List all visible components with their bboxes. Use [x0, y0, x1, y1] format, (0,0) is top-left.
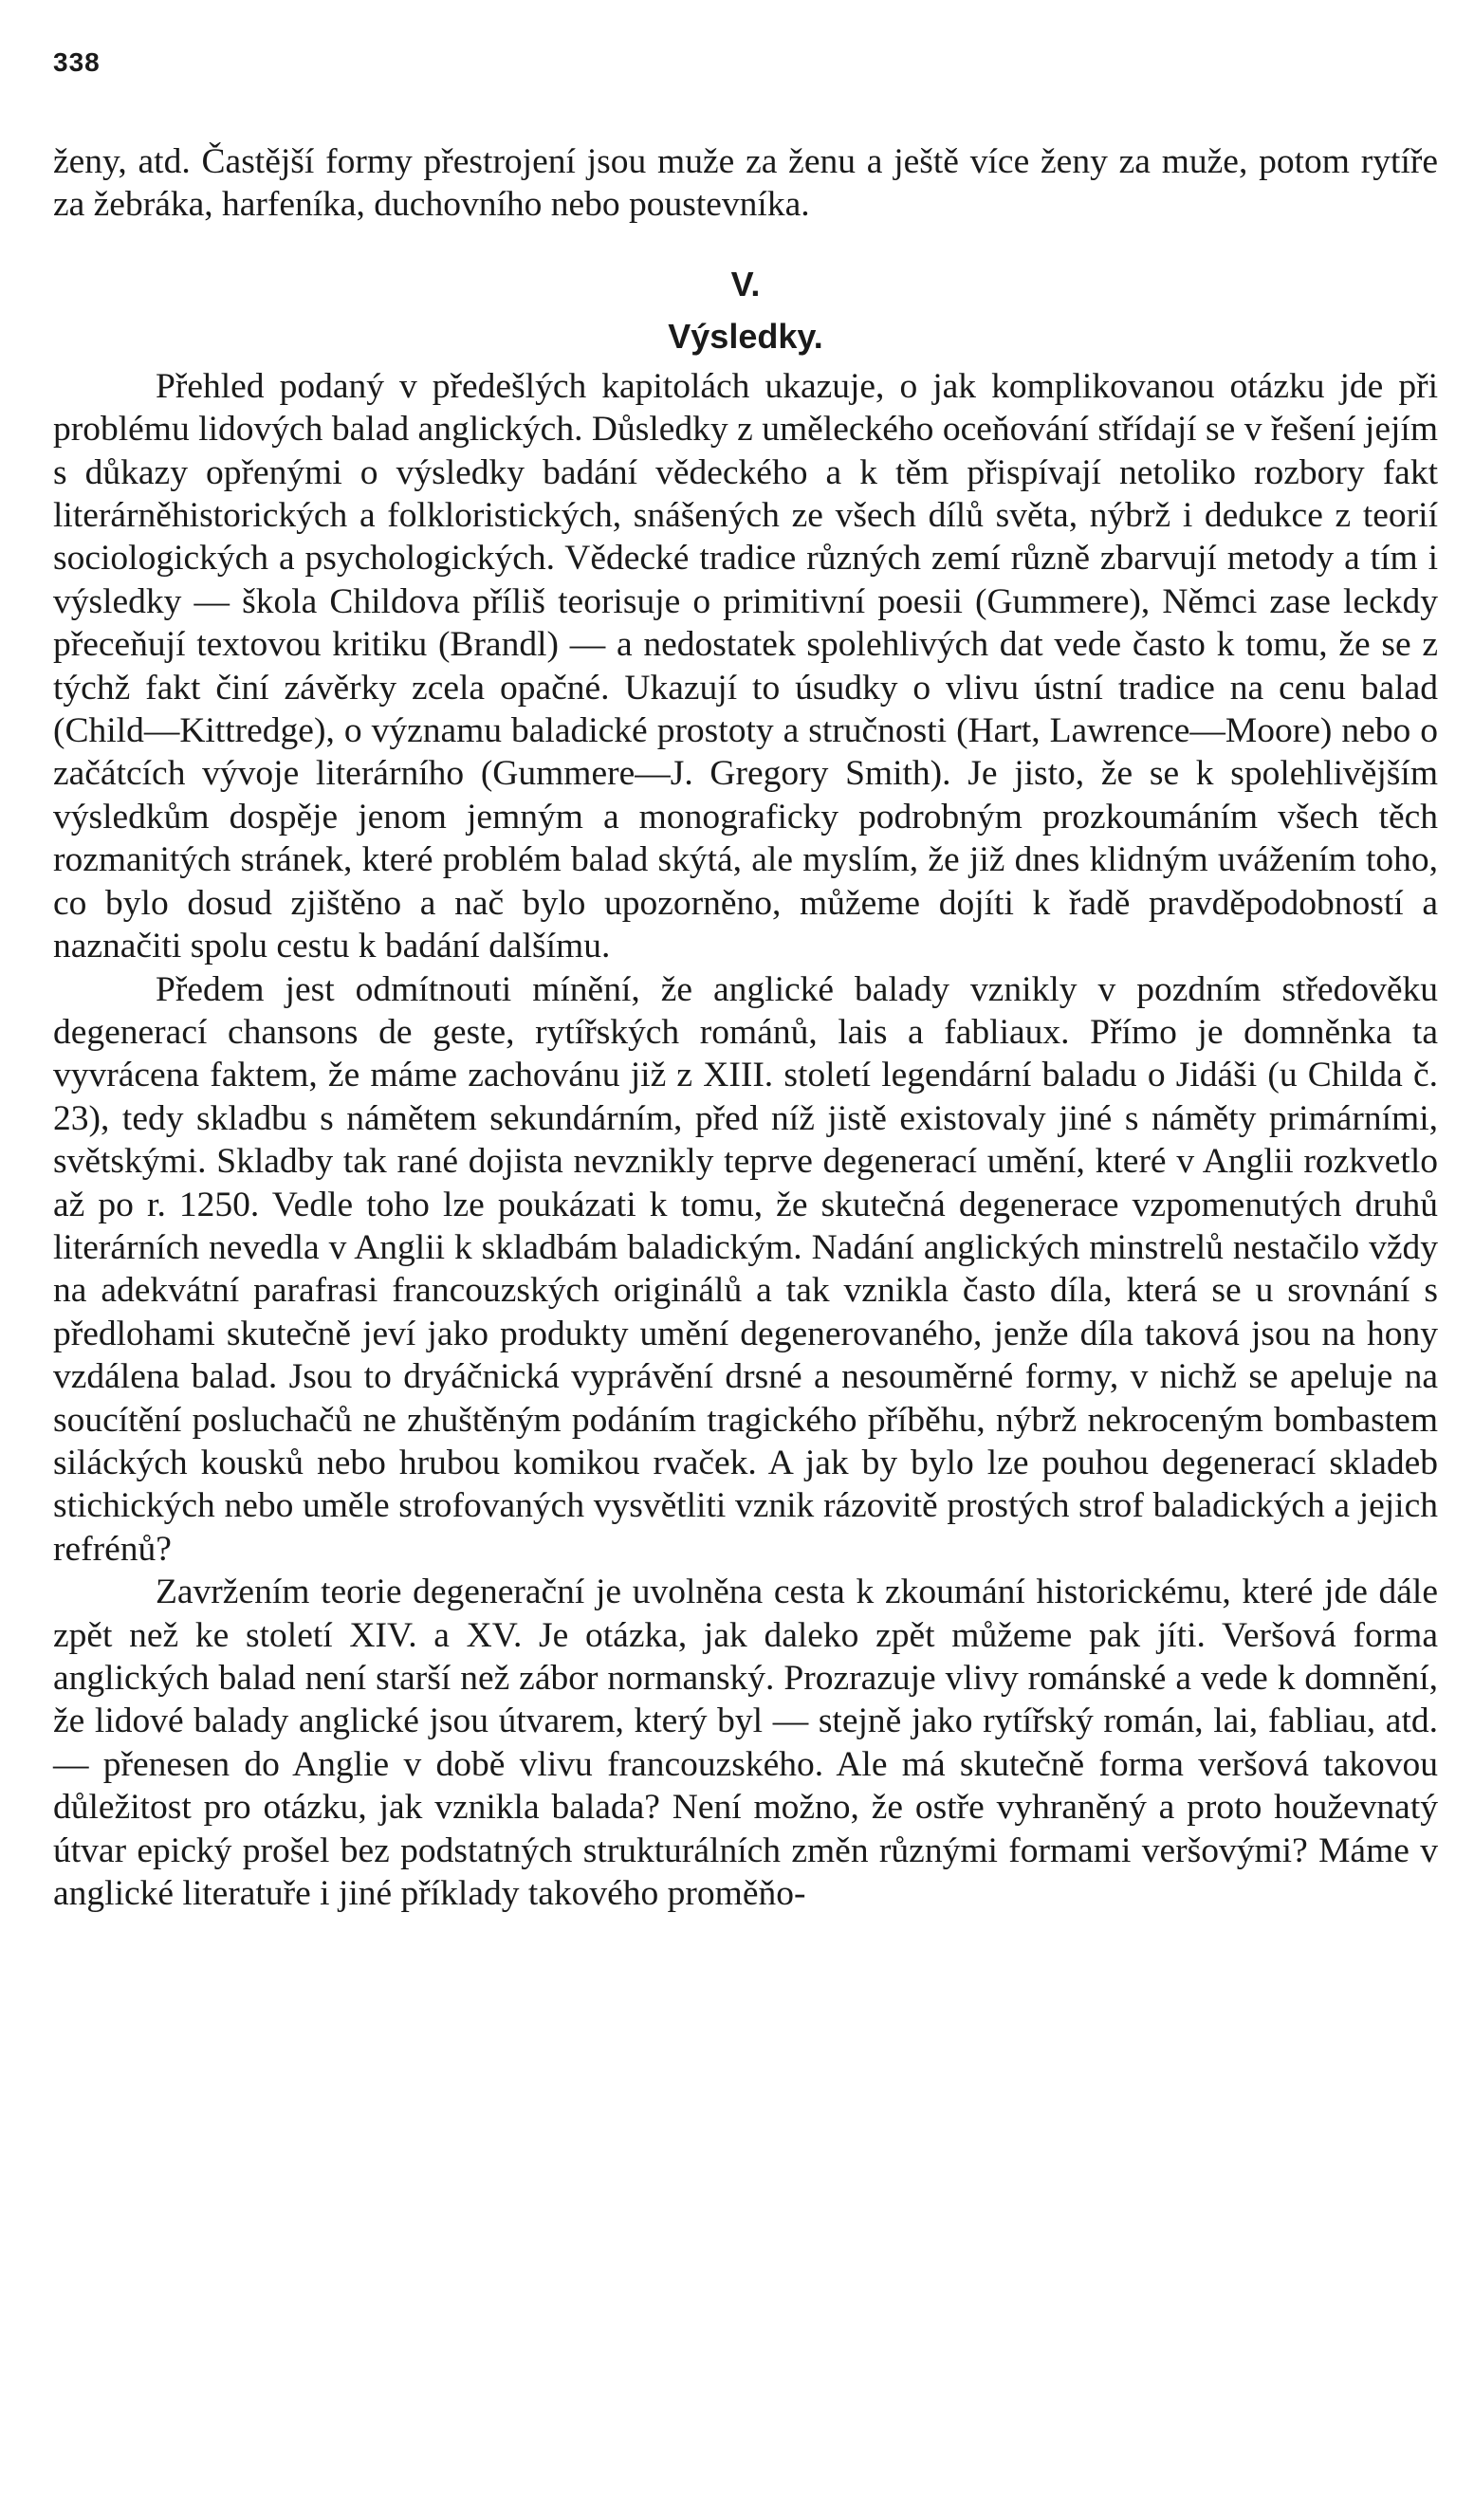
section-title: Výsledky. — [668, 316, 823, 356]
paragraph: Zavržením teorie degenerační je uvolněna cesta k zkoumání historickému, které jde dále zpět než ke století XIV. a XV. Je otázka, jak daleko zpět můžeme pak jíti. Veršová forma anglických balad není starší než zábor normanský. Prozrazuje vlivy románské a vede k domnění, že lidové balady anglické jsou útvarem, který byl — stejně jako rytířský román, lai, fabliau, atd. — přenesen do Anglie v době vlivu francouzského. Ale má skutečně forma veršová takovou důležitost pro otázku, jak vznikla balada? Není možno, že ostře vyhraněný a proto houževnatý útvar epický prošel bez podstatných strukturálních změn různými formami veršovými? Máme v anglické literatuře i jiné příklady takového proměňo- — [53, 1573, 1438, 1914]
paragraph: Předem jest odmítnouti mínění, že anglické balady vznikly v pozdním středověku degenerací chansons de geste, rytířských románů, lais a fabliaux. Přímo je domněnka ta vyvrácena faktem, že máme zachovánu již z XIII. století legendární baladu o Jidáši (u Childa č. 23), tedy skladbu s námětem sekundárním, před níž jistě existovaly jiné s náměty primárními, světskými. Skladby tak rané dojista nevznikly teprve degenerací umění, které v Anglii rozkvetlo až po r. 1250. Vedle toho lze poukázati k tomu, že skutečná degenerace vzpomenutých druhů literárních nevedla v Anglii k skladbám baladickým. Nadání anglických minstrelů nestačilo vždy na adekvátní parafrasi francouzských originálů a tak vznikla často díla, která se u srovnání s předlohami skutečně jeví jako produkty umění degenerovaného, jenže díla taková jsou na hony vzdálena balad. Jsou to dryáčnická vyprávění drsné a nesouměrné formy, v nichž se apeluje na soucítění posluchačů ne zhuštěným podáním tragického příběhu, nýbrž nekroceným bombastem siláckých kousků nebo hrubou komikou rvaček. A jak by bylo lze pouhou degenerací skladeb stichických nebo uměle strofovaných vysvětliti vznik rázovitě prostých strof baladických a jejich refrénů? — [53, 969, 1438, 1569]
body-text — [53, 140, 1438, 1915]
lead-paragraph: ženy, atd. Častější formy přestrojení jsou muže za ženu a ještě více ženy za muže, potom rytíře za žebráka, harfeníka, duchovního nebo poustevníka. — [53, 142, 1438, 225]
paragraph: Přehled podaný v předešlých kapitolách ukazuje, o jak komplikovanou otázku jde při problému lidových balad anglických. Důsledky z uměleckého oceňování střídají se v řešení jejím s důkazy opřenými o výsledky badání vědeckého a k těm přispívají netoliko rozbory fakt literárněhistorických a folkloristických, snášených ze všech dílů světa, nýbrž i dedukce z teorií sociologických a psychologických. Vědecké tradice různých zemí různě zbarvují metody a tím i výsledky — škola Childova příliš teorisuje o primitivní poesii (Gummere), Němci zase leckdy přeceňují textovou kritiku (Brandl) — a nedostatek spolehlivých dat vede často k tomu, že se z týchž fakt činí závěrky zcela opačné. Ukazují to úsudky o vlivu ústní tradice na cenu balad (Child—Kittredge), o významu baladické prostoty a stručnosti (Hart, Lawrence—Moore) nebo o začátcích vývoje literárního (Gummere—J. Gregory Smith). Je jisto, že se k spolehlivějším výsledkům dospěje jenom jemným a monograficky podrobným prozkoumáním všech těch rozmanitých stránek, které problém balad skýtá, ale myslím, že již dnes klidným uvážením toho, co bylo dosud zjištěno a nač bylo upozorněno, můžeme dojíti k řadě pravděpodobností a naznačiti spolu cestu k badání dalšímu. — [53, 366, 1438, 966]
page-number: 338 — [53, 47, 101, 77]
section-number: V. — [730, 264, 761, 304]
